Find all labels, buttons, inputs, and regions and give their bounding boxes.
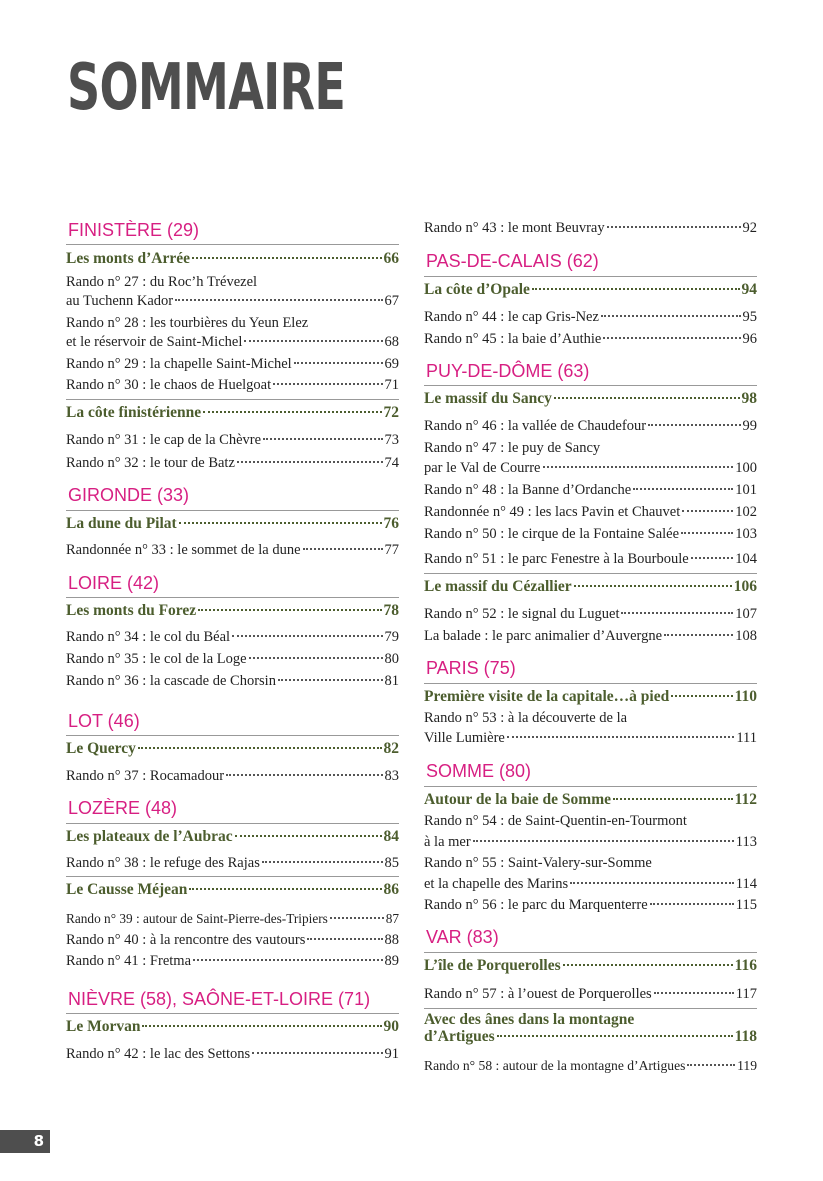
section-title: La côte finistérienne <box>66 404 202 421</box>
entry-label: Rando n° 39 : autour de Saint-Pierre-des-Tripiers <box>66 911 328 926</box>
page-ref: 115 <box>735 897 757 913</box>
divider <box>424 1008 757 1009</box>
page-ref: 92 <box>742 220 757 236</box>
divider <box>424 683 757 684</box>
page-ref: 103 <box>735 526 757 542</box>
department-heading: LOT (46) <box>68 711 140 731</box>
entry-label: La balade : le parc animalier d’Auvergne <box>424 628 663 644</box>
toc-entry[interactable] <box>66 909 399 928</box>
toc-entry[interactable] <box>66 355 399 374</box>
entry-label: Rando n° 51 : le parc Fenestre à la Bourboule <box>424 551 689 567</box>
entry-label: Rando n° 38 : le refuge des Rajas <box>66 855 260 871</box>
entry-label: Rando n° 45 : la baie d’Authie <box>424 331 602 347</box>
page-ref: 112 <box>734 791 757 808</box>
page-ref: 69 <box>384 356 399 372</box>
divider <box>424 786 757 787</box>
entry-label: Rando n° 35 : le col de la Loge <box>66 651 247 667</box>
toc-entry[interactable] <box>424 605 757 624</box>
entry-label: Rando n° 57 : à l’ouest de Porquerolles <box>424 986 652 1002</box>
toc-entry[interactable] <box>424 525 757 544</box>
toc-section[interactable] <box>424 280 757 300</box>
page-ref: 86 <box>383 881 399 898</box>
page-ref: 88 <box>384 932 399 948</box>
section-title: d’Artigues <box>424 1028 495 1045</box>
page-ref: 110 <box>734 688 757 705</box>
toc-section[interactable] <box>424 956 757 976</box>
page-ref: 108 <box>735 628 757 644</box>
section-title: Le Morvan <box>66 1018 141 1035</box>
entry-label: Rando n° 34 : le col du Béal <box>66 629 231 645</box>
page-ref: 68 <box>384 334 399 350</box>
toc-entry[interactable] <box>424 330 757 349</box>
entry-label: Randonnée n° 49 : les lacs Pavin et Chauvet <box>424 504 681 520</box>
divider <box>424 952 757 953</box>
entry-label: et la chapelle des Marins <box>424 876 569 892</box>
section-title: Les monts d’Arrée <box>66 250 190 267</box>
page-ref: 73 <box>384 432 399 448</box>
divider <box>66 735 399 736</box>
toc-section[interactable] <box>424 1027 757 1047</box>
page-ref: 106 <box>733 578 757 595</box>
page-ref: 117 <box>735 986 757 1002</box>
section-title: Première visite de la capitale…à pied <box>424 688 670 705</box>
page-ref: 113 <box>735 834 757 850</box>
entry-label: Rando n° 41 : Fretma <box>66 953 192 969</box>
divider <box>424 573 757 574</box>
toc-section[interactable] <box>424 790 757 810</box>
page-title: SOMMAIRE <box>67 51 346 125</box>
section-title: La dune du Pilat <box>66 515 177 532</box>
entry-label: Rando n° 52 : le signal du Luguet <box>424 606 620 622</box>
page-ref: 104 <box>735 551 757 567</box>
divider <box>66 244 399 245</box>
toc-section[interactable] <box>66 601 399 621</box>
page-ref: 89 <box>384 953 399 969</box>
entry-label: Rando n° 43 : le mont Beuvray <box>424 220 605 236</box>
toc-entry[interactable] <box>66 454 399 473</box>
page-ref: 66 <box>383 250 399 267</box>
page-ref: 82 <box>383 740 399 757</box>
toc-entry-line1[interactable]: Rando n° 54 : de Saint-Quentin-en-Tourmont <box>424 813 687 829</box>
divider <box>424 276 757 277</box>
department-heading: FINISTÈRE (29) <box>68 220 200 240</box>
page-ref: 76 <box>383 515 399 532</box>
divider <box>424 385 757 386</box>
toc-entry[interactable] <box>66 854 399 873</box>
page-ref: 119 <box>737 1058 757 1073</box>
toc-section[interactable] <box>66 880 399 900</box>
toc-entry[interactable] <box>424 481 757 500</box>
page-ref: 91 <box>384 1046 399 1062</box>
entry-label: Rando n° 42 : le lac des Settons <box>66 1046 251 1062</box>
toc-entry[interactable] <box>66 952 399 971</box>
toc-section[interactable] <box>66 249 399 269</box>
toc-entry[interactable] <box>424 985 757 1004</box>
entry-label: Rando n° 46 : la vallée de Chaudefour <box>424 418 647 434</box>
section-title: Le Quercy <box>66 740 136 757</box>
toc-section[interactable] <box>424 687 757 707</box>
section-title: Les plateaux de l’Aubrac <box>66 828 233 845</box>
toc-section[interactable] <box>424 577 757 597</box>
page-ref: 90 <box>383 1018 399 1035</box>
divider <box>66 510 399 511</box>
page-ref: 98 <box>741 390 757 407</box>
divider <box>66 597 399 598</box>
entry-label: Rando n° 32 : le tour de Batz <box>66 455 235 471</box>
department-heading: LOIRE (42) <box>68 573 160 593</box>
department-heading: PARIS (75) <box>426 658 516 678</box>
toc-entry[interactable] <box>424 833 757 852</box>
section-title: La côte d’Opale <box>424 281 530 298</box>
toc-entry-line1[interactable]: Rando n° 47 : le puy de Sancy <box>424 440 601 456</box>
toc-section[interactable] <box>66 739 399 759</box>
toc-entry[interactable] <box>66 672 399 691</box>
toc-entry[interactable] <box>424 459 757 478</box>
page-number-tab <box>0 1130 50 1153</box>
toc-entry[interactable] <box>424 875 757 894</box>
toc-entry[interactable] <box>424 627 757 646</box>
page-ref: 95 <box>742 309 757 325</box>
page-ref: 74 <box>384 455 399 471</box>
section-title: Les monts du Forez <box>66 602 197 619</box>
section-title: Le massif du Cézallier <box>424 578 572 595</box>
page-ref: 116 <box>734 957 757 974</box>
page-ref: 78 <box>383 602 399 619</box>
department-heading: GIRONDE (33) <box>68 485 190 505</box>
toc-entry[interactable] <box>66 333 399 352</box>
toc-entry[interactable] <box>424 219 757 238</box>
page-ref: 71 <box>384 377 399 393</box>
entry-label: Rando n° 40 : à la rencontre des vautours <box>66 932 306 948</box>
department-heading: VAR (83) <box>426 927 499 947</box>
toc-entry-line1[interactable]: Rando n° 28 : les tourbières du Yeun Elez <box>66 315 309 331</box>
toc-entry-line1[interactable]: Rando n° 53 : à la découverte de la <box>424 710 628 726</box>
page-ref: 96 <box>742 331 757 347</box>
page-ref: 67 <box>384 293 399 309</box>
toc-entry[interactable] <box>424 896 757 915</box>
page-ref: 100 <box>735 460 757 476</box>
toc-entry[interactable] <box>66 628 399 647</box>
entry-label: Rando n° 37 : Rocamadour <box>66 768 225 784</box>
divider <box>66 823 399 824</box>
toc-entry[interactable] <box>66 650 399 669</box>
toc-section[interactable] <box>66 403 399 423</box>
toc-entry-line1[interactable]: Rando n° 27 : du Roc’h Trévezel <box>66 274 258 290</box>
toc-entry[interactable] <box>66 767 399 786</box>
toc-entry[interactable] <box>424 308 757 327</box>
department-heading: NIÈVRE (58), SAÔNE-ET-LOIRE (71) <box>68 989 371 1009</box>
section-title: Le Causse Méjean <box>66 881 188 898</box>
entry-label: par le Val de Courre <box>424 460 541 476</box>
page-ref: 118 <box>734 1028 757 1045</box>
divider <box>66 399 399 400</box>
entry-label: Rando n° 50 : le cirque de la Fontaine Salée <box>424 526 680 542</box>
toc-entry[interactable] <box>66 931 399 950</box>
toc-section[interactable] <box>424 389 757 409</box>
section-title: Autour de la baie de Somme <box>424 791 612 808</box>
toc-section[interactable] <box>66 514 399 534</box>
toc-entry[interactable] <box>424 417 757 436</box>
department-heading: SOMME (80) <box>426 761 532 781</box>
toc-entry[interactable] <box>66 431 399 450</box>
page-ref: 81 <box>384 673 399 689</box>
page-ref: 107 <box>735 606 757 622</box>
department-heading: LOZÈRE (48) <box>68 798 178 818</box>
entry-label: Randonnée n° 33 : le sommet de la dune <box>66 542 301 558</box>
page-ref: 99 <box>742 418 757 434</box>
page-ref: 87 <box>385 911 399 926</box>
page-ref: 84 <box>383 828 399 845</box>
toc-entry[interactable] <box>66 376 399 395</box>
entry-label: Rando n° 29 : la chapelle Saint-Michel <box>66 356 292 372</box>
divider <box>66 876 399 877</box>
divider <box>66 1013 399 1014</box>
page-ref: 83 <box>384 768 399 784</box>
toc-entry[interactable] <box>424 729 757 748</box>
page-ref: 85 <box>384 855 399 871</box>
toc-section[interactable] <box>66 1017 399 1037</box>
page-ref: 72 <box>383 404 399 421</box>
entry-label: Rando n° 31 : le cap de la Chèvre <box>66 432 262 448</box>
entry-label: à la mer <box>424 834 471 850</box>
entry-label: Rando n° 48 : la Banne d’Ordanche <box>424 482 632 498</box>
page-number: 8 <box>33 1132 44 1150</box>
page-ref: 94 <box>741 281 757 298</box>
entry-label: Rando n° 58 : autour de la montagne d’Artigues <box>424 1058 686 1073</box>
section-title: L’île de Porquerolles <box>424 957 561 974</box>
page-ref: 79 <box>384 629 399 645</box>
entry-label: Ville Lumière <box>424 730 505 746</box>
entry-label: Rando n° 36 : la cascade de Chorsin <box>66 673 276 689</box>
page-ref: 101 <box>735 482 757 498</box>
department-heading: PAS-DE-CALAIS (62) <box>426 251 599 271</box>
page-ref: 114 <box>735 876 757 892</box>
page-ref: 80 <box>384 651 399 667</box>
toc-section[interactable] <box>66 827 399 847</box>
toc-entry[interactable] <box>66 1045 399 1064</box>
entry-label: et le réservoir de Saint-Michel <box>66 334 243 350</box>
entry-label: Rando n° 30 : le chaos de Huelgoat <box>66 377 272 393</box>
toc-entry[interactable] <box>424 1056 757 1075</box>
page-ref: 111 <box>736 730 757 746</box>
toc-entry-line1[interactable]: Rando n° 55 : Saint-Valery-sur-Somme <box>424 855 652 871</box>
entry-label: Rando n° 44 : le cap Gris-Nez <box>424 309 599 325</box>
section-title: Le massif du Sancy <box>424 390 552 407</box>
toc-entry[interactable] <box>424 503 757 522</box>
entry-label: Rando n° 56 : le parc du Marquenterre <box>424 897 648 913</box>
toc-section-line1[interactable]: Avec des ânes dans la montagne <box>424 1011 635 1028</box>
department-heading: PUY-DE-DÔME (63) <box>426 361 590 381</box>
entry-label: au Tuchenn Kador <box>66 293 174 309</box>
toc-entry[interactable] <box>66 292 399 311</box>
toc-entry[interactable] <box>424 550 757 569</box>
page-ref: 102 <box>735 504 757 520</box>
toc-entry[interactable] <box>66 541 399 560</box>
page-ref: 77 <box>384 542 399 558</box>
